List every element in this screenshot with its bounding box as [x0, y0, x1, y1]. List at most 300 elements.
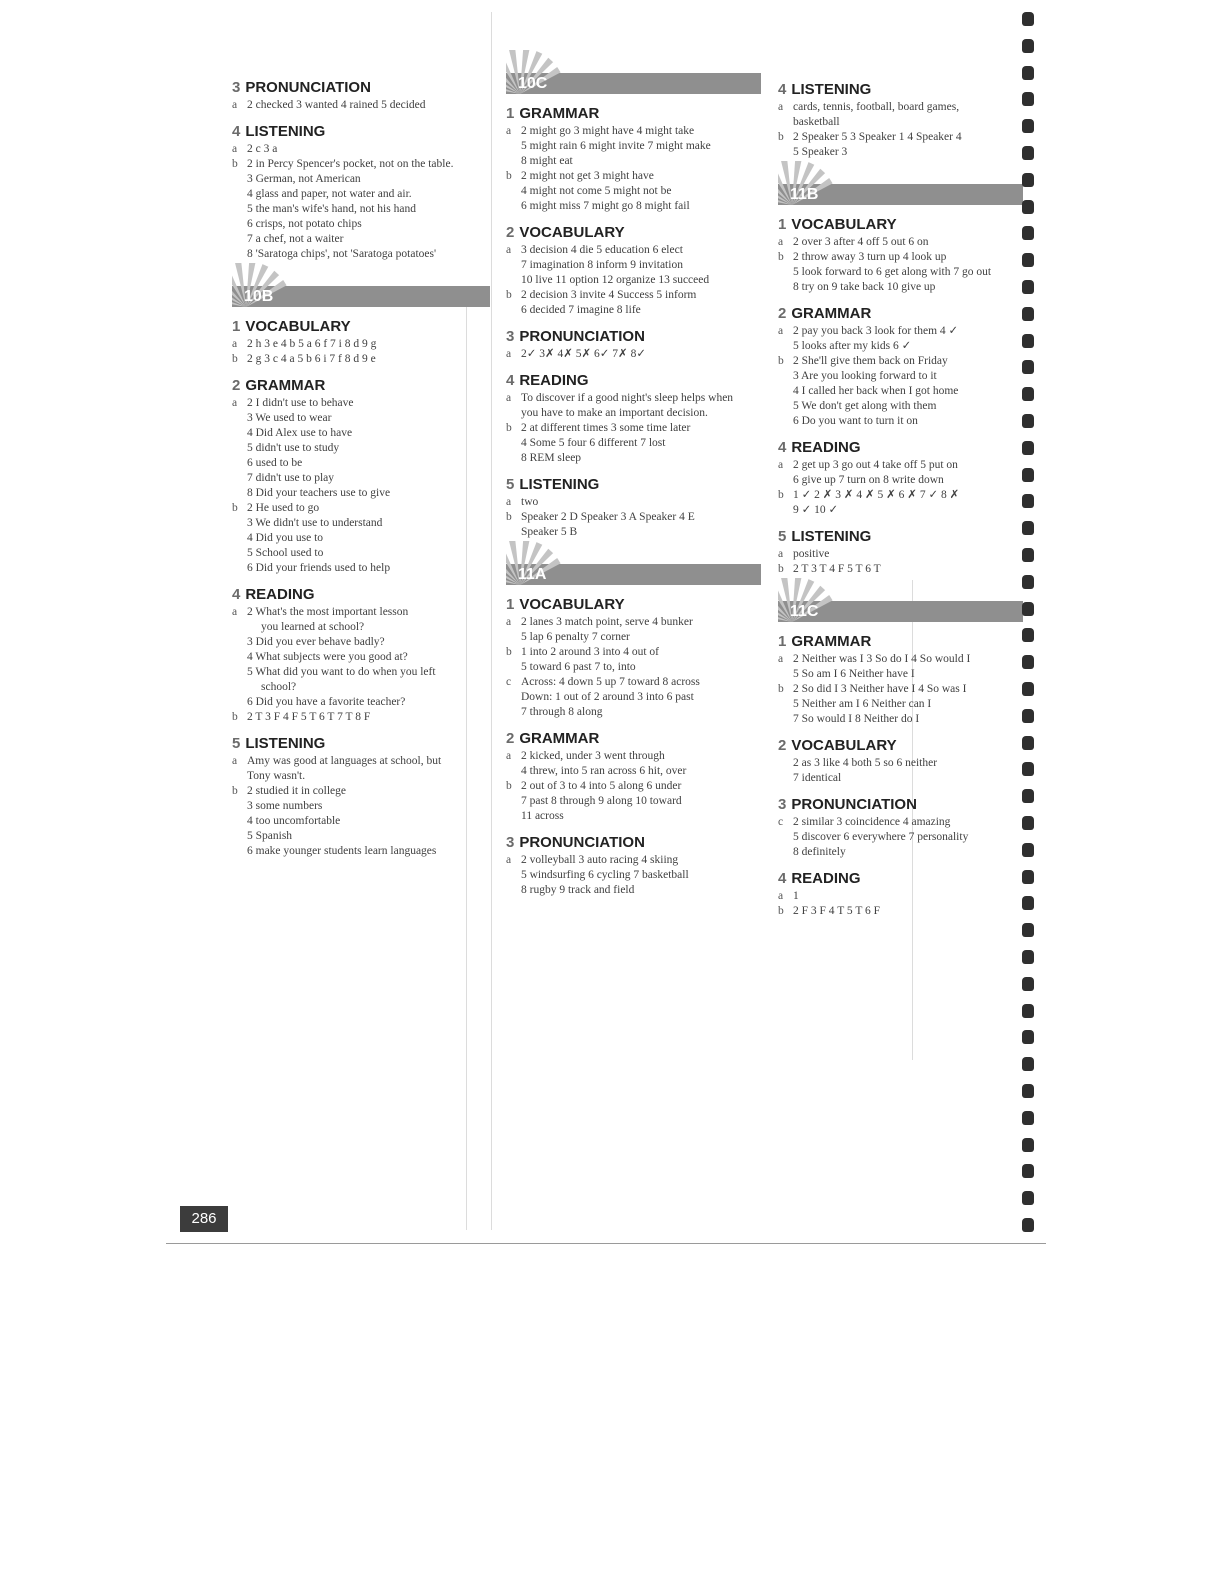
- binding-ring: [1022, 468, 1034, 482]
- binding-ring: [1022, 1191, 1034, 1205]
- item-letter: b: [778, 355, 784, 367]
- answer-line: [778, 339, 1023, 354]
- item-letter: b: [778, 251, 784, 263]
- answer-line: [232, 352, 490, 367]
- section-title: LISTENING: [791, 81, 872, 98]
- answer-block: [506, 749, 761, 824]
- answer-block: [506, 615, 761, 720]
- binding-ring: [1022, 682, 1034, 696]
- answer-line: [506, 779, 761, 794]
- unit-code: 10C: [518, 75, 548, 92]
- answer-line: [232, 665, 490, 680]
- binding-ring: [1022, 816, 1034, 830]
- answer-block: [506, 243, 761, 318]
- answer-block: [778, 547, 1023, 577]
- answer-line: [232, 680, 490, 695]
- answer-text: 6 decided 7 imagine 8 life: [521, 304, 641, 316]
- item-letter: a: [506, 854, 512, 866]
- section-number: 1: [232, 318, 241, 335]
- binding-ring: [1022, 387, 1034, 401]
- section-title: READING: [791, 439, 861, 456]
- answer-line: [778, 652, 1023, 667]
- item-letter: a: [778, 236, 784, 248]
- section-number: 3: [778, 796, 787, 813]
- answer-line: [506, 525, 761, 540]
- answer-line: [506, 794, 761, 809]
- answer-line: [232, 799, 490, 814]
- answer-text: Speaker 5 B: [521, 526, 578, 538]
- answer-text: 2 I didn't use to behave: [247, 397, 354, 409]
- section-number: 3: [506, 834, 515, 851]
- section-heading: [506, 104, 761, 124]
- answer-line: [506, 184, 761, 199]
- answer-block: [232, 605, 490, 725]
- section-number: 2: [232, 377, 241, 394]
- item-letter: a: [778, 653, 784, 665]
- answer-text: 2 as 3 like 4 both 5 so 6 neither: [793, 757, 938, 769]
- answer-line: [778, 384, 1023, 399]
- binding-ring: [1022, 950, 1034, 964]
- column-divider: [491, 12, 492, 1230]
- answer-text: 2 volleyball 3 auto racing 4 skiing: [521, 854, 679, 866]
- answer-block: [778, 235, 1023, 295]
- section-title: LISTENING: [245, 123, 326, 140]
- answer-line: [778, 830, 1023, 845]
- answer-text: 2 Neither was I 3 So do I 4 So would I: [793, 653, 971, 665]
- item-letter: b: [232, 502, 238, 514]
- item-letter: a: [778, 101, 784, 113]
- answer-line: [232, 844, 490, 859]
- answer-line: [778, 369, 1023, 384]
- answer-text: 8 REM sleep: [521, 452, 582, 464]
- answer-line: [778, 756, 1023, 771]
- answer-text: Down: 1 out of 2 around 3 into 6 past: [521, 691, 694, 703]
- binding-ring: [1022, 334, 1034, 348]
- answer-line: [778, 399, 1023, 414]
- answer-line: [506, 303, 761, 318]
- answer-text: 5 We don't get along with them: [793, 400, 937, 412]
- answer-text: 5 might rain 6 might invite 7 might make: [521, 140, 711, 152]
- answer-text: 5 Spanish: [247, 830, 293, 842]
- answer-text: 7 So would I 8 Neither do I: [793, 713, 920, 725]
- answer-line: [778, 235, 1023, 250]
- section-heading: [778, 869, 1023, 889]
- item-letter: a: [232, 606, 238, 618]
- item-letter: a: [232, 99, 238, 111]
- answer-block: [778, 324, 1023, 429]
- section-title: GRAMMAR: [519, 105, 600, 122]
- answer-line: [506, 615, 761, 630]
- answer-text: 2 F 3 F 4 T 5 T 6 F: [793, 905, 881, 917]
- answer-text: 2 at different times 3 some time later: [521, 422, 691, 434]
- binding-ring: [1022, 1138, 1034, 1152]
- section-number: 3: [232, 79, 241, 96]
- section-heading: [506, 475, 761, 495]
- answer-text: 2 decision 3 invite 4 Success 5 inform: [521, 289, 697, 301]
- answer-text: 5 Neither am I 6 Neither can I: [793, 698, 932, 710]
- answer-text: 9 ✓ 10 ✓: [793, 504, 839, 516]
- answer-line: [506, 169, 761, 184]
- answer-line: [778, 904, 1023, 919]
- answer-line: [506, 243, 761, 258]
- answer-text: 7 past 8 through 9 along 10 toward: [521, 795, 682, 807]
- answer-text: 6 crisps, not potato chips: [247, 218, 362, 230]
- item-letter: a: [506, 750, 512, 762]
- unit-code: 11C: [790, 603, 819, 620]
- item-letter: a: [232, 338, 238, 350]
- section-title: VOCABULARY: [791, 216, 897, 233]
- answer-text: two: [521, 496, 539, 508]
- section-number: 2: [778, 737, 787, 754]
- answer-line: [506, 436, 761, 451]
- answer-text: 5 looks after my kids 6 ✓: [793, 340, 912, 352]
- answer-line: [506, 347, 761, 362]
- section-title: READING: [245, 586, 315, 603]
- section-heading: [506, 223, 761, 243]
- answer-block: [778, 756, 1023, 786]
- answer-text: 5 School used to: [247, 547, 324, 559]
- item-letter: a: [506, 125, 512, 137]
- answer-line: [232, 172, 490, 187]
- section-heading: [232, 734, 490, 754]
- binding-ring: [1022, 602, 1034, 616]
- item-letter: b: [778, 683, 784, 695]
- answer-line: [232, 471, 490, 486]
- binding-ring: [1022, 843, 1034, 857]
- section-number: 2: [506, 730, 515, 747]
- section-number: 4: [232, 586, 241, 603]
- answer-text: you have to make an important decision.: [521, 407, 708, 419]
- answer-text: 3 some numbers: [247, 800, 323, 812]
- answer-line: [778, 280, 1023, 295]
- answer-text: 5 the man's wife's hand, not his hand: [247, 203, 416, 215]
- answer-line: [506, 749, 761, 764]
- answer-text: 5 Speaker 3: [793, 146, 848, 158]
- section-number: 5: [506, 476, 515, 493]
- answer-text: 2 He used to go: [247, 502, 320, 514]
- answer-line: [232, 695, 490, 710]
- answer-text: 4 Did Alex use to have: [247, 427, 353, 439]
- answer-line: [506, 675, 761, 690]
- answer-text: 3 Are you looking forward to it: [793, 370, 937, 382]
- binding-ring: [1022, 1164, 1034, 1178]
- answer-text: 3 decision 4 die 5 education 6 elect: [521, 244, 683, 256]
- page-number: 286: [180, 1206, 228, 1232]
- answer-text: 2 over 3 after 4 off 5 out 6 on: [793, 236, 929, 248]
- answer-text: 6 might miss 7 might go 8 might fail: [521, 200, 690, 212]
- section-number: 4: [232, 123, 241, 140]
- section-heading: [232, 317, 490, 337]
- section-title: VOCABULARY: [519, 224, 625, 241]
- section-number: 1: [778, 216, 787, 233]
- answer-line: [778, 354, 1023, 369]
- answer-line: [232, 486, 490, 501]
- answer-line: [506, 199, 761, 214]
- answer-line: [232, 157, 490, 172]
- answer-line: [232, 456, 490, 471]
- answer-line: [232, 769, 490, 784]
- answer-text: 2 T 3 T 4 F 5 T 6 T: [793, 563, 881, 575]
- answer-line: [778, 547, 1023, 562]
- answer-block: [232, 754, 490, 859]
- section-heading: [778, 527, 1023, 547]
- answer-line: [778, 771, 1023, 786]
- binding-ring: [1022, 870, 1034, 884]
- answer-text: 6 give up 7 turn on 8 write down: [793, 474, 944, 486]
- section-number: 2: [778, 305, 787, 322]
- answer-text: 6 make younger students learn languages: [247, 845, 437, 857]
- answer-line: [232, 187, 490, 202]
- section-number: 5: [778, 528, 787, 545]
- item-letter: a: [506, 392, 512, 404]
- section-heading: [232, 78, 490, 98]
- item-letter: b: [232, 158, 238, 170]
- answer-text: 4 glass and paper, not water and air.: [247, 188, 412, 200]
- answer-line: [232, 247, 490, 262]
- section-title: PRONUNCIATION: [245, 79, 371, 96]
- answer-text: 5 toward 6 past 7 to, into: [521, 661, 636, 673]
- answer-line: [506, 391, 761, 406]
- section-heading: [506, 729, 761, 749]
- answer-text: 4 Some 5 four 6 different 7 lost: [521, 437, 666, 449]
- binding-ring: [1022, 441, 1034, 455]
- answer-text: 5 What did you want to do when you left: [247, 666, 436, 678]
- answer-line: [232, 620, 490, 635]
- unit-banner: [506, 563, 761, 587]
- answer-text: 4 What subjects were you good at?: [247, 651, 408, 663]
- binding-ring: [1022, 628, 1034, 642]
- binding-ring: [1022, 173, 1034, 187]
- answer-text: 2 studied it in college: [247, 785, 347, 797]
- answer-line: [232, 217, 490, 232]
- answer-block: [232, 98, 490, 113]
- section-heading: [778, 632, 1023, 652]
- answer-text: 6 Did your friends used to help: [247, 562, 391, 574]
- section-heading: [506, 833, 761, 853]
- section-heading: [778, 215, 1023, 235]
- answer-line: [506, 406, 761, 421]
- answer-text: 4 I called her back when I got home: [793, 385, 959, 397]
- section-title: PRONUNCIATION: [519, 834, 645, 851]
- answer-line: [506, 258, 761, 273]
- answer-text: you learned at school?: [261, 621, 365, 633]
- answer-text: Amy was good at languages at school, but: [247, 755, 442, 767]
- section-heading: [506, 327, 761, 347]
- answer-text: 2 in Percy Spencer's pocket, not on the table.: [247, 158, 454, 170]
- section-number: 3: [506, 328, 515, 345]
- answer-text: 2 Speaker 5 3 Speaker 1 4 Speaker 4: [793, 131, 962, 143]
- item-letter: a: [506, 616, 512, 628]
- answer-line: [506, 660, 761, 675]
- item-letter: a: [506, 244, 512, 256]
- answer-line: [232, 202, 490, 217]
- binding-ring: [1022, 575, 1034, 589]
- section-title: VOCABULARY: [245, 318, 351, 335]
- column-right: [778, 80, 1023, 928]
- section-heading: [778, 795, 1023, 815]
- answer-text: 2 might go 3 might have 4 might take: [521, 125, 695, 137]
- answer-text: 2✓ 3✗ 4✗ 5✗ 6✓ 7✗ 8✓: [521, 348, 646, 360]
- answer-text: 2 get up 3 go out 4 take off 5 put on: [793, 459, 958, 471]
- answer-text: 7 didn't use to play: [247, 472, 335, 484]
- spiral-binding: [1022, 12, 1036, 1237]
- binding-ring: [1022, 92, 1034, 106]
- answer-line: [778, 265, 1023, 280]
- item-letter: b: [506, 780, 512, 792]
- section-title: LISTENING: [519, 476, 600, 493]
- answer-line: [778, 130, 1023, 145]
- answer-line: [778, 100, 1023, 115]
- section-heading: [232, 585, 490, 605]
- binding-ring: [1022, 896, 1034, 910]
- section-number: 4: [778, 81, 787, 98]
- binding-ring: [1022, 655, 1034, 669]
- answer-text: 2 c 3 a: [247, 143, 278, 155]
- answer-text: To discover if a good night's sleep helps when: [521, 392, 734, 404]
- answer-block: [232, 337, 490, 367]
- item-letter: b: [232, 353, 238, 365]
- answer-line: [506, 705, 761, 720]
- answer-text: 5 lap 6 penalty 7 corner: [521, 631, 630, 643]
- unit-code: 11B: [790, 186, 819, 203]
- answer-text: 7 identical: [793, 772, 842, 784]
- answer-line: [232, 441, 490, 456]
- answer-line: [506, 421, 761, 436]
- binding-ring: [1022, 280, 1034, 294]
- answer-text: Tony wasn't.: [247, 770, 306, 782]
- answer-block: [778, 458, 1023, 518]
- item-letter: a: [232, 397, 238, 409]
- answer-text: 2 kicked, under 3 went through: [521, 750, 665, 762]
- answer-text: 5 windsurfing 6 cycling 7 basketball: [521, 869, 689, 881]
- section-number: 4: [778, 870, 787, 887]
- answer-text: 11 across: [521, 810, 564, 822]
- unit-banner: [232, 285, 490, 309]
- answer-text: 3 Did you ever behave badly?: [247, 636, 385, 648]
- answer-text: 2 out of 3 to 4 into 5 along 6 under: [521, 780, 682, 792]
- binding-ring: [1022, 548, 1034, 562]
- answer-text: 2 So did I 3 Neither have I 4 So was I: [793, 683, 967, 695]
- answer-text: 3 We used to wear: [247, 412, 332, 424]
- binding-ring: [1022, 307, 1034, 321]
- answer-line: [778, 414, 1023, 429]
- item-letter: a: [778, 325, 784, 337]
- section-title: VOCABULARY: [791, 737, 897, 754]
- column-middle: [506, 58, 761, 907]
- binding-ring: [1022, 1111, 1034, 1125]
- answer-line: [232, 98, 490, 113]
- answer-line: [232, 710, 490, 725]
- answer-block: [232, 396, 490, 576]
- item-letter: a: [778, 548, 784, 560]
- section-title: LISTENING: [791, 528, 872, 545]
- answer-text: positive: [793, 548, 830, 560]
- answer-block: [506, 391, 761, 466]
- item-letter: b: [778, 131, 784, 143]
- answer-text: 8 'Saratoga chips', not 'Saratoga potatoes': [247, 248, 437, 260]
- answer-line: [232, 754, 490, 769]
- answer-text: 6 Do you want to turn it on: [793, 415, 918, 427]
- answer-text: 7 a chef, not a waiter: [247, 233, 344, 245]
- section-title: GRAMMAR: [791, 305, 872, 322]
- answer-text: 3 We didn't use to understand: [247, 517, 383, 529]
- answer-text: 1: [793, 890, 799, 902]
- answer-block: [778, 815, 1023, 860]
- answer-block: [506, 124, 761, 214]
- item-letter: a: [232, 143, 238, 155]
- unit-banner: [778, 600, 1023, 624]
- section-heading: [778, 736, 1023, 756]
- answer-text: 2 might not get 3 might have: [521, 170, 654, 182]
- section-number: 1: [506, 105, 515, 122]
- answer-line: [778, 503, 1023, 518]
- answer-line: [778, 473, 1023, 488]
- answer-line: [506, 883, 761, 898]
- answer-line: [506, 510, 761, 525]
- answer-line: [506, 809, 761, 824]
- answer-block: [506, 347, 761, 362]
- item-letter: b: [506, 170, 512, 182]
- item-letter: a: [232, 755, 238, 767]
- answer-line: [778, 697, 1023, 712]
- answer-text: 4 threw, into 5 ran across 6 hit, over: [521, 765, 687, 777]
- unit-banner: [506, 72, 761, 96]
- binding-ring: [1022, 1084, 1034, 1098]
- answer-text: 8 definitely: [793, 846, 846, 858]
- answer-line: [506, 273, 761, 288]
- answer-text: 3 German, not American: [247, 173, 361, 185]
- item-letter: a: [778, 459, 784, 471]
- binding-ring: [1022, 200, 1034, 214]
- binding-ring: [1022, 1004, 1034, 1018]
- section-number: 4: [506, 372, 515, 389]
- answer-text: 7 through 8 along: [521, 706, 603, 718]
- answer-line: [778, 458, 1023, 473]
- answer-text: 7 imagination 8 inform 9 invitation: [521, 259, 683, 271]
- binding-ring: [1022, 12, 1034, 26]
- answer-text: 2 T 3 F 4 F 5 T 6 T 7 T 8 F: [247, 711, 371, 723]
- answer-text: 2 What's the most important lesson: [247, 606, 409, 618]
- answer-text: 4 Did you use to: [247, 532, 324, 544]
- answer-line: [232, 411, 490, 426]
- answer-line: [232, 650, 490, 665]
- answer-line: [232, 531, 490, 546]
- answer-block: [506, 495, 761, 540]
- answer-text: 2 checked 3 wanted 4 rained 5 decided: [247, 99, 426, 111]
- section-title: GRAMMAR: [791, 633, 872, 650]
- item-letter: b: [506, 511, 512, 523]
- answer-line: [778, 250, 1023, 265]
- item-letter: a: [506, 496, 512, 508]
- answer-text: Speaker 2 D Speaker 3 A Speaker 4 E: [521, 511, 695, 523]
- section-heading: [506, 595, 761, 615]
- answer-line: [778, 712, 1023, 727]
- section-number: 4: [778, 439, 787, 456]
- answer-text: 10 live 11 option 12 organize 13 succeed: [521, 274, 710, 286]
- section-title: GRAMMAR: [519, 730, 600, 747]
- column-left: [232, 78, 490, 868]
- item-letter: c: [506, 676, 512, 688]
- answer-line: [778, 145, 1023, 160]
- binding-ring: [1022, 1057, 1034, 1071]
- binding-ring: [1022, 414, 1034, 428]
- answer-text: 2 She'll give them back on Friday: [793, 355, 948, 367]
- answer-line: [232, 814, 490, 829]
- answer-text: school?: [261, 681, 297, 693]
- item-letter: b: [778, 489, 784, 501]
- answer-line: [506, 630, 761, 645]
- section-title: READING: [519, 372, 589, 389]
